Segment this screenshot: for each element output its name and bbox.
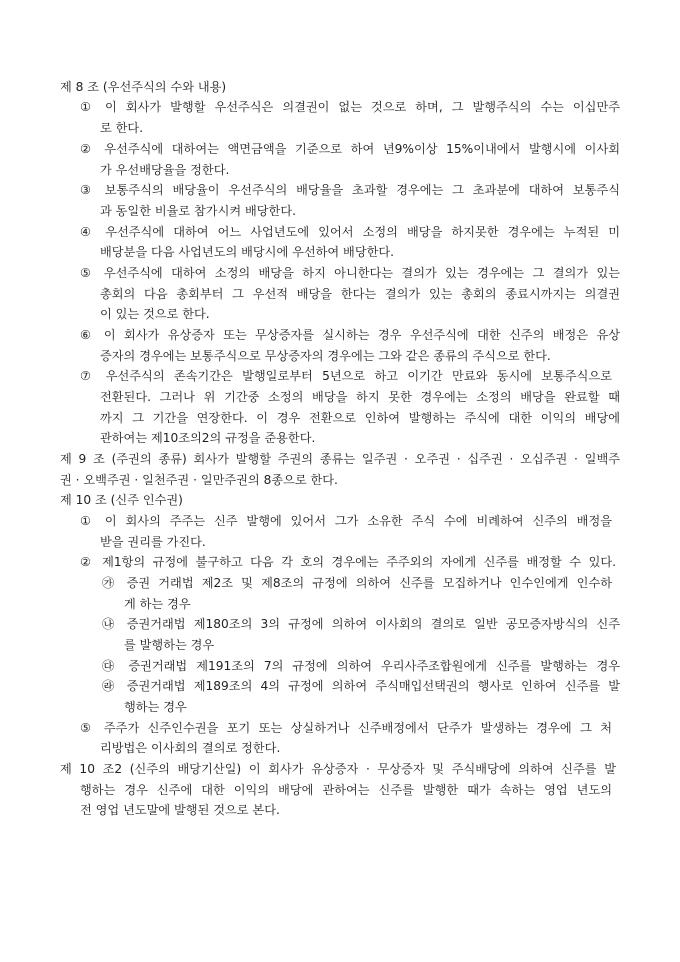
article-8-item-7-line-1: ⑦ 우선주식의 존속기간은 발행일로부터 5년으로 하고 이기간 만료와 동시에 보통주식으로 bbox=[80, 369, 612, 383]
article-8-item-2-line-1: ② 우선주식에 대하여는 액면금액을 기준으로 하여 년9%이상 15%이내에서 발행시에 이사회 bbox=[80, 142, 620, 156]
article-8-item-2-line-2: 가 우선배당율을 정한다. bbox=[100, 163, 230, 177]
article-10-2-line-2: 행하는 경우 신주에 대한 이익의 배당에 관하여는 신주를 발행한 때가 속하는 영업 년도의 bbox=[80, 783, 612, 797]
article-9-line-2: 권 · 오백주권 · 일천주권 · 일만주권의 8종으로 한다. bbox=[60, 473, 338, 487]
article-8-item-6-line-1: ⑥ 이 회사가 유상증자 또는 무상증자를 실시하는 경우 우선주식에 대한 신주의 배정은 유상 bbox=[80, 328, 620, 342]
article-10-item-1-line-1: ① 이 회사의 주주는 신주 발행에 있어서 그가 소유한 주식 수에 비례하여 신주의 배정을 bbox=[80, 514, 612, 528]
article-10-subitem-3-line-1: ㉰ 증권거래법 제191조의 7의 규정에 의하여 우리사주조합원에게 신주를 발행하는 경우 bbox=[102, 659, 620, 673]
article-10-item-1-line-2: 받을 권리를 가진다. bbox=[100, 535, 206, 549]
article-10-subitem-2-line-1: ㉯ 증권거래법 제180조의 3의 규정에 의하여 이사회의 결의로 일반 공모증자방식의 신주 bbox=[102, 617, 620, 631]
article-10-item-3-line-1: ⑤ 주주가 신주인수권을 포기 또는 상실하거나 신주배정에서 단주가 발생하는 경우에 그 처 bbox=[80, 721, 612, 735]
article-8-item-4-line-2: 배당분을 다음 사업년도의 배당시에 우선하여 배당한다. bbox=[100, 245, 395, 259]
article-8-item-5-line-1: ⑤ 우선주식에 대하여 소정의 배당을 하지 아니한다는 결의가 있는 경우에는 그 결의가 있는 bbox=[80, 266, 620, 280]
article-10-2-line-3: 전 영업 년도말에 발행된 것으로 본다. bbox=[80, 803, 280, 817]
article-8-heading: 제 8 조 (우선주식의 수와 내용) bbox=[60, 80, 227, 94]
article-10-subitem-1-line-1: ㉮ 증권 거래법 제2조 및 제8조의 규정에 의하여 신주를 모집하거나 인수인에게 인수하 bbox=[102, 576, 612, 590]
article-8-item-5-line-3: 이 있는 것으로 한다. bbox=[100, 307, 210, 321]
article-8-item-7-line-3: 까지 그 기간을 연장한다. 이 경우 전환으로 인하여 발행하는 주식에 대한 이익의 배당에 bbox=[100, 411, 620, 425]
article-8-item-5-line-2: 총회의 다음 총회부터 그 우선적 배당을 한다는 결의가 있는 총회의 종료시까지는 의결권 bbox=[100, 287, 620, 301]
article-10-item-2-line-1: ② 제1항의 규정에 불구하고 다음 각 호의 경우에는 주주외의 자에게 신주를 배정할 수 있다. bbox=[80, 555, 616, 569]
article-8-item-3-line-2: 과 동일한 비율로 참가시켜 배당한다. bbox=[100, 204, 296, 218]
article-10-subitem-4-line-1: ㉱ 증권거래법 제189조의 4의 규정에 의하여 주식매입선택권의 행사로 인하여 신주를 발 bbox=[102, 679, 620, 693]
article-8-item-3-line-1: ③ 보통주식의 배당율이 우선주식의 배당율을 초과할 경우에는 그 초과분에 대하여 보통주식 bbox=[80, 183, 620, 197]
article-10-heading: 제 10 조 (신주 인수권) bbox=[60, 493, 183, 507]
article-10-item-3-line-2: 리방법은 이사회의 결의로 정한다. bbox=[100, 741, 281, 755]
article-10-subitem-4-line-2: 행하는 경우 bbox=[124, 700, 187, 714]
article-8-item-7-line-4: 관하여는 제10조의2의 규정을 준용한다. bbox=[100, 431, 316, 445]
article-8-item-1-line-1: ① 이 회사가 발행할 우선주식은 의결권이 없는 것으로 하며, 그 발행주식의 수는 이십만주 bbox=[80, 100, 620, 114]
article-10-subitem-1-line-2: 게 하는 경우 bbox=[124, 597, 191, 611]
article-8-item-4-line-1: ④ 우선주식에 대하여 어느 사업년도에 있어서 소정의 배당을 하지못한 경우에는 누적된 미 bbox=[80, 225, 620, 239]
article-9-line-1: 제 9 조 (주권의 종류) 회사가 발행할 주권의 종류는 일주권 · 오주권 · 십주권 · 오십주권 · 일백주 bbox=[60, 452, 620, 466]
article-10-2-line-1: 제 10 조2 (신주의 배당기산일) 이 회사가 유상증자 · 무상증자 및 주식배당에 의하여 신주를 발 bbox=[60, 762, 616, 776]
article-10-subitem-2-line-2: 를 발행하는 경우 bbox=[124, 638, 215, 652]
article-8-item-1-line-2: 로 한다. bbox=[100, 121, 144, 135]
article-8-item-7-line-2: 전환된다. 그러나 위 기간중 소정의 배당을 하지 못한 경우에는 소정의 배당을 완료할 때 bbox=[100, 390, 620, 404]
article-8-item-6-line-2: 증자의 경우에는 보통주식으로 무상증자의 경우에는 그와 같은 종류의 주식으로 한다. bbox=[100, 349, 551, 363]
